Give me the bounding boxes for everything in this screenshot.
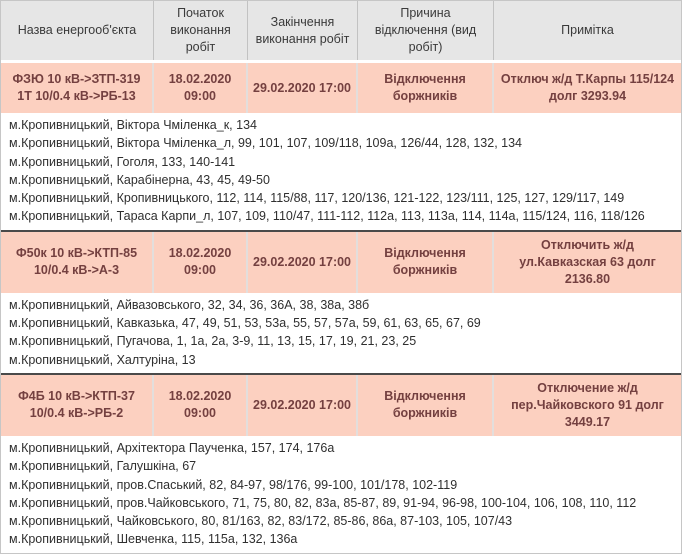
address-row: м.Кропивницький, Галушкіна, 67 bbox=[9, 459, 197, 474]
header-cell-note: Примітка bbox=[561, 23, 614, 37]
note-cell: Отключение ж/д пер.Чайковского 91 долг 3449.17 bbox=[511, 380, 664, 429]
address-row: м.Кропивницький, Кропивницького, 112, 114, 115/88, 117, 120/136, 121-122, 123/111, 125, 127, 129/117, 149 bbox=[9, 191, 625, 206]
address-row: м.Кропивницький, пров.Чайковського, 71, 75, 80, 82, 83а, 85-87, 89, 91-94, 96-98, 100-104, 106, 108, 110, 112 bbox=[9, 495, 637, 510]
address-row: м.Кропивницький, пров.Спаський, 82, 84-97, 98/176, 99-100, 101/178, 102-119 bbox=[9, 477, 458, 492]
object-name-cell: Ф50к 10 кВ->КТП-85 10/0.4 кВ->А-3 bbox=[1, 232, 154, 293]
header-cell-object-name: Назва енергооб'єкта bbox=[1, 1, 154, 60]
address-row: м.Кропивницький, Чайковського, 80, 81/163, 82, 83/172, 85-86, 86а, 87-103, 105, 107/43 bbox=[9, 514, 513, 529]
address-row: м.Кропивницький, Кавказька, 47, 49, 51, 53, 53а, 55, 57, 57а, 59, 61, 63, 65, 67, 69 bbox=[9, 316, 481, 331]
header-cell-reason: Причина відключення (вид робіт) bbox=[358, 1, 494, 60]
address-row: м.Кропивницький, Віктора Чміленка_к, 134 bbox=[9, 118, 257, 132]
address-row: м.Кропивницький, Карабінерна, 43, 45, 49-50 bbox=[9, 172, 270, 187]
address-row: м.Кропивницький, Віктора Чміленка_л, 99, 101, 107, 109/118, 109а, 126/44, 128, 132, 134 bbox=[9, 136, 523, 151]
end-date-cell: 29.02.2020 17:00 bbox=[248, 63, 358, 113]
address-block bbox=[1, 113, 681, 230]
address-row: м.Кропивницький, Тараса Карпи_л, 107, 109, 110/47, 111-112, 112а, 113, 113а, 114, 114а, 115/124, 116, 118/126 bbox=[9, 209, 645, 224]
note-cell: Отключ ж/д Т.Карпы 115/124 долг 3293.94 bbox=[500, 72, 675, 103]
reason-cell: Відключення боржників bbox=[358, 375, 494, 436]
end-date-cell: 29.02.2020 17:00 bbox=[248, 232, 358, 293]
outage-group bbox=[1, 63, 681, 230]
header-row bbox=[1, 1, 681, 63]
note-cell: Отключить ж/д ул.Кавказская 63 долг 2136.80 bbox=[519, 237, 656, 286]
start-date-cell: 18.02.2020 09:00 bbox=[154, 232, 248, 293]
address-block bbox=[1, 436, 681, 553]
outage-row bbox=[1, 375, 681, 436]
address-row: м.Кропивницький, Халтуріна, 13 bbox=[9, 352, 196, 367]
address-row: м.Кропивницький, Гоголя, 133, 140-141 bbox=[9, 154, 236, 169]
address-row: м.Кропивницький, Архітектора Паученка, 157, 174, 176а bbox=[9, 440, 335, 455]
address-block bbox=[1, 293, 681, 373]
outage-row bbox=[1, 232, 681, 293]
reason-cell: Відключення боржників bbox=[358, 232, 494, 293]
start-date-cell: 18.02.2020 09:00 bbox=[154, 63, 248, 113]
outage-row bbox=[1, 63, 681, 113]
address-row: м.Кропивницький, Шевченка, 115, 115а, 132, 136а bbox=[9, 532, 298, 547]
address-row: м.Кропивницький, Пугачова, 1, 1а, 2а, 3-9, 11, 13, 15, 17, 19, 21, 23, 25 bbox=[9, 334, 417, 349]
object-name-cell: Ф4Б 10 кВ->КТП-37 10/0.4 кВ->РБ-2 bbox=[1, 375, 154, 436]
header-cell-start-date: Початок виконання робіт bbox=[154, 1, 248, 60]
outage-group bbox=[1, 230, 681, 373]
header-cell-end-date: Закінчення виконання робіт bbox=[248, 1, 358, 60]
object-name-cell: ФЗЮ 10 кВ->ЗТП-319 1Т 10/0.4 кВ->РБ-13 bbox=[1, 63, 154, 113]
outage-group bbox=[1, 373, 681, 553]
end-date-cell: 29.02.2020 17:00 bbox=[248, 375, 358, 436]
start-date-cell: 18.02.2020 09:00 bbox=[154, 375, 248, 436]
address-row: м.Кропивницький, Айвазовського, 32, 34, 36, 36А, 38, 38а, 38б bbox=[9, 297, 370, 312]
reason-cell: Відключення боржників bbox=[358, 63, 494, 113]
